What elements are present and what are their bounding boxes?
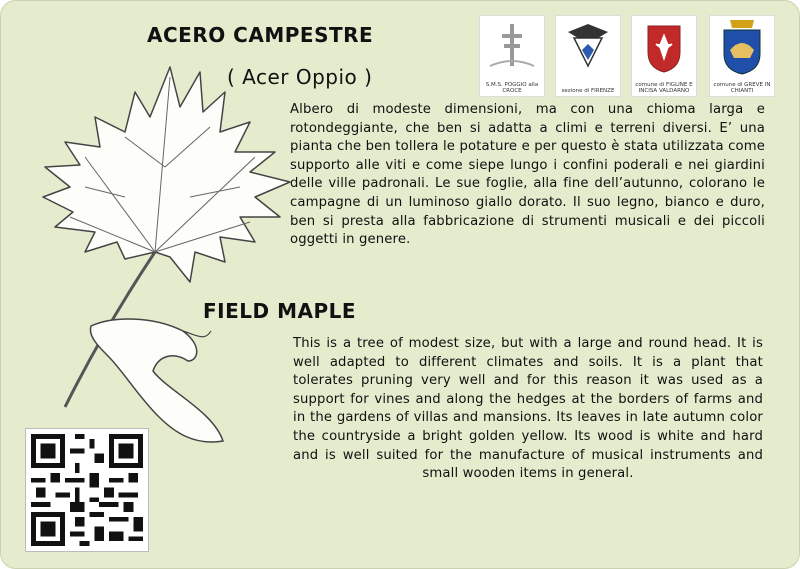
cai-firenze-logo-icon <box>555 15 621 97</box>
logo-caption: comune di FIGLINE E INCISA VALDARNO <box>635 82 693 94</box>
title-italian: ACERO CAMPESTRE <box>147 23 374 47</box>
description-english[interactable]: This is a tree of modest size, but with a large and round head. It is well adapted to different climates and soils. It is a plant that tolerates pruning very well and for this reason it was used as a support for vines and along the hedges at the borders of farms and in the gardens of villas and mansions. Its leaves in late autumn color the countryside a bright golden yellow. Its wood is white and hard and is well suited for the manufacture of musical instruments and small wooden items in general. <box>293 336 763 482</box>
logo-caption: comune di GREVE IN CHIANTI <box>713 82 771 94</box>
logo-caption: sezione di FIRENZE <box>561 88 615 94</box>
qr-code-icon[interactable] <box>25 428 149 552</box>
figline-incisa-crest-icon <box>631 15 697 97</box>
title-english: FIELD MAPLE <box>203 299 357 323</box>
subtitle-latin-name: ( Acer Oppio ) <box>227 65 373 89</box>
logo-caption: S.M.S. POGGIO alla CROCE <box>485 82 539 94</box>
description-italian: Albero di modeste dimensioni, ma con una chioma larga e rotondeggiante, che ben si adatta a climi e terreni diversi. E’ una pianta che ben tollera le potature e per questo è stata utilizzata come supporto alle viti e come siepe lungo i confini poderali e nei giardini delle ville padronali. Le sue foglie, alla fine dell’autunno, colorano le campagne di un luminoso giallo dorato. Il suo legno, bianco e duro, ben si presta alla fabbricazione di strumenti musicali e dei piccoli oggetti in genere. <box>290 102 765 248</box>
sms-cross-logo-icon <box>479 15 545 97</box>
sponsor-logos <box>479 15 775 97</box>
greve-crest-icon <box>709 15 775 97</box>
